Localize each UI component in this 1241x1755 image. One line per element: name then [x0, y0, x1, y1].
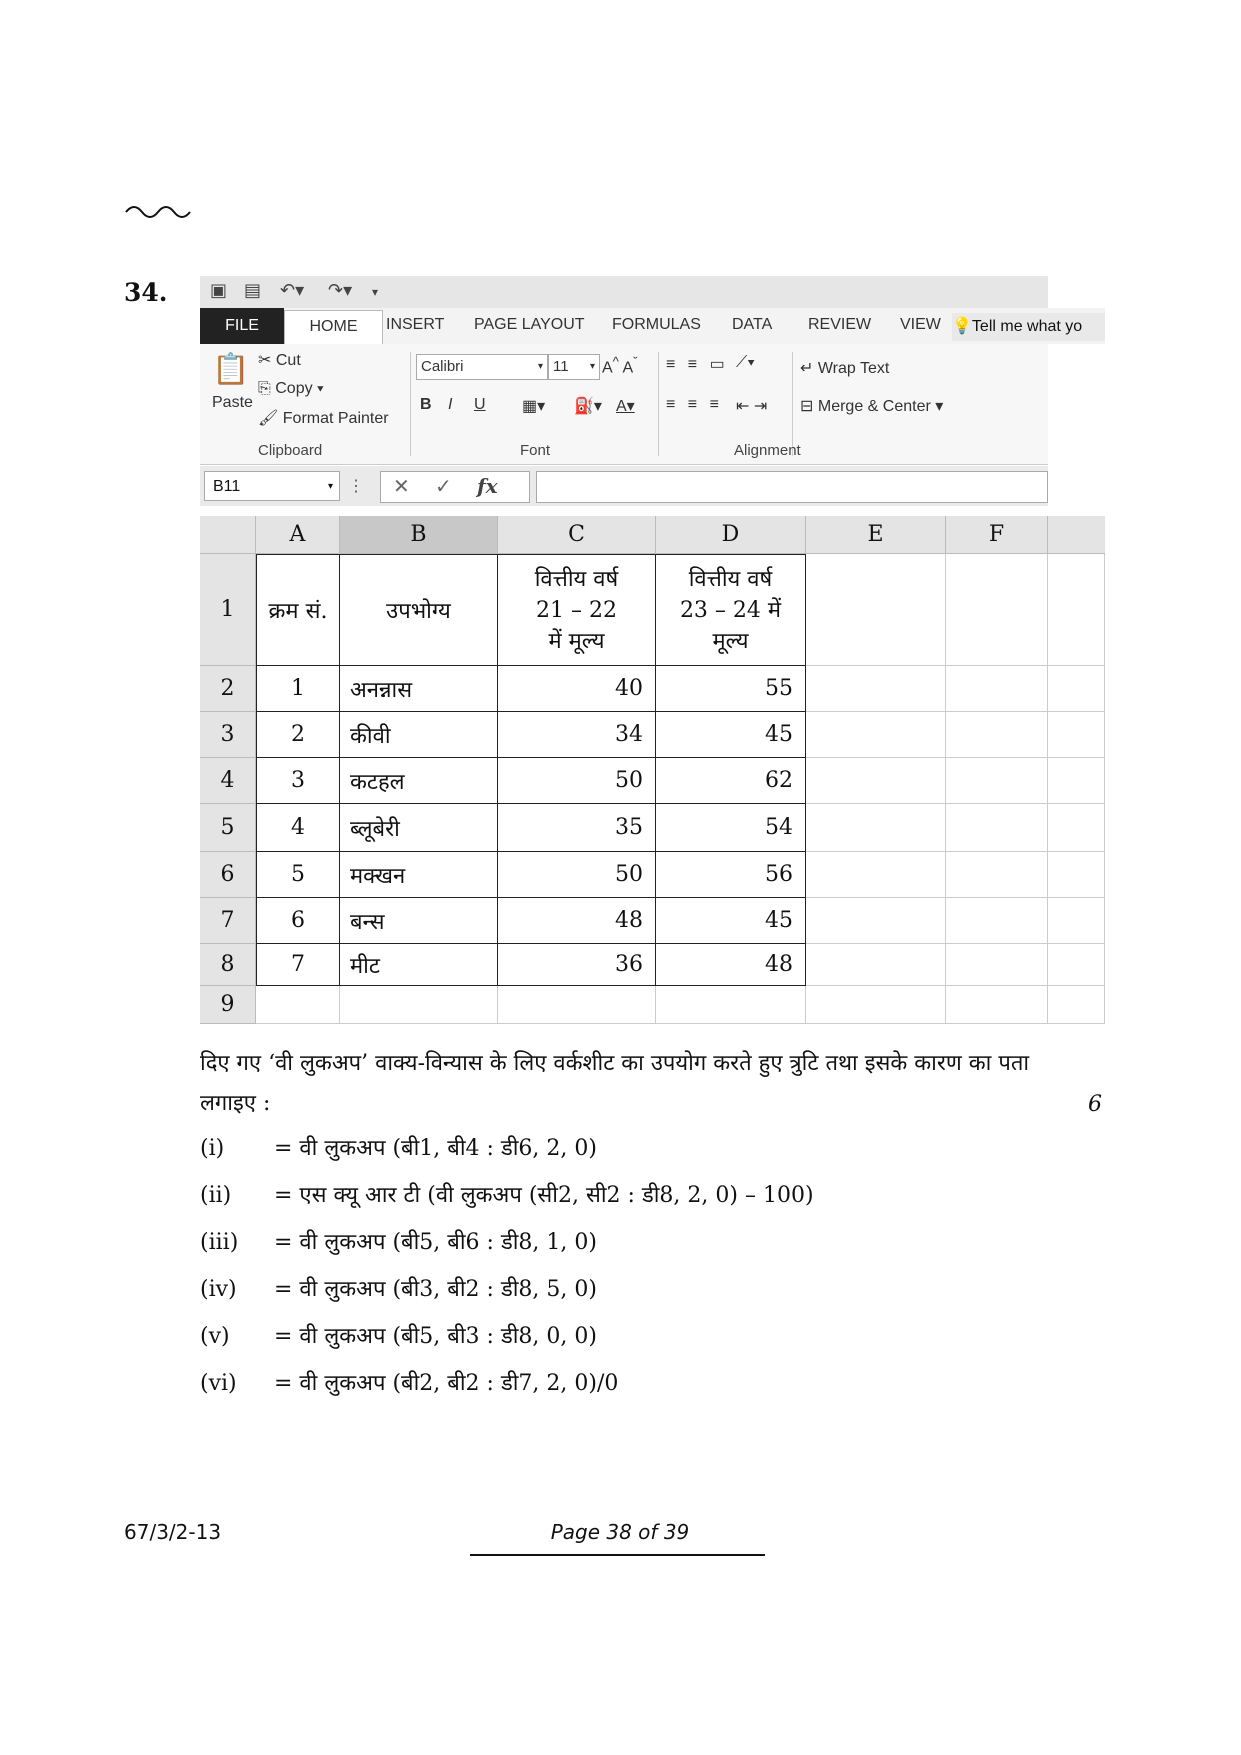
tab-formulas[interactable]: FORMULAS — [612, 316, 701, 333]
font-name-select[interactable]: Calibri ▾ — [416, 354, 548, 380]
cell[interactable]: ब्लूबेरी — [340, 804, 498, 852]
cell[interactable] — [1048, 712, 1105, 758]
cell[interactable] — [1048, 554, 1105, 666]
item-number: (i) — [200, 1136, 225, 1161]
font-group-label: Font — [520, 442, 551, 459]
item-number: (ii) — [200, 1183, 232, 1208]
cell[interactable]: अनन्नास — [340, 666, 498, 712]
cell[interactable] — [946, 852, 1048, 898]
cell[interactable]: 5 — [256, 852, 340, 898]
formula-item — [200, 1226, 597, 1256]
formula-buttons — [380, 471, 530, 503]
orientation-icon[interactable]: ⟋▾ — [736, 354, 756, 371]
paste-icon[interactable]: 📋 — [212, 353, 250, 386]
cell[interactable] — [806, 898, 946, 944]
merge-center-button[interactable]: ⊟ Merge & Center ▾ — [800, 398, 944, 415]
formula-bar: B11 ▾ ⋮ ✕ ✓ fx — [200, 466, 1048, 506]
cell[interactable]: 36 — [498, 944, 656, 986]
cell[interactable]: 56 — [656, 852, 806, 898]
cancel-icon[interactable]: ✕ — [393, 474, 410, 498]
cell[interactable]: 45 — [656, 712, 806, 758]
cell[interactable]: 4 — [256, 804, 340, 852]
row-header[interactable]: 2 — [200, 666, 256, 712]
cell[interactable] — [946, 898, 1048, 944]
column-header[interactable]: D — [656, 516, 806, 554]
tab-page-layout[interactable]: PAGE LAYOUT — [474, 316, 585, 333]
item-formula: = वी लुकअप (बी5, बी3 : डी8, 0, 0) — [274, 1324, 597, 1349]
item-number: (iv) — [200, 1277, 237, 1302]
column-header[interactable]: C — [498, 516, 656, 554]
cell[interactable]: मीट — [340, 944, 498, 986]
cell[interactable] — [1048, 944, 1105, 986]
copy-button[interactable]: ⎘ Copy ▾ — [258, 380, 324, 397]
cell[interactable]: 50 — [498, 852, 656, 898]
formula-input[interactable] — [536, 471, 1048, 503]
lightbulb-icon: 💡 — [952, 318, 972, 335]
column-header[interactable]: F — [946, 516, 1048, 554]
cell[interactable] — [946, 758, 1048, 804]
cell[interactable] — [340, 986, 498, 1024]
item-formula: = एस क्यू आर टी (वी लुकअप (सी2, सी2 : डी8, 2, 0) – 100) — [274, 1183, 814, 1208]
italic-button[interactable]: I — [448, 396, 453, 413]
cell[interactable] — [1048, 898, 1105, 944]
cell[interactable] — [656, 986, 806, 1024]
cell[interactable] — [946, 804, 1048, 852]
font-grow-icon[interactable]: A^ $A^ˇ$ — [602, 354, 638, 377]
fill-color-icon[interactable]: ⛽▾ — [574, 398, 602, 415]
format-painter-button[interactable]: 🖌 Format Painter — [258, 410, 389, 427]
cell[interactable] — [498, 554, 656, 666]
alignment-group-label: Alignment — [734, 442, 801, 459]
question-number: 34. — [124, 278, 168, 307]
copy-icon: ⎘ — [258, 380, 276, 397]
cell[interactable] — [1048, 804, 1105, 852]
cell[interactable]: कटहल — [340, 758, 498, 804]
cell[interactable] — [806, 666, 946, 712]
item-formula: = वी लुकअप (बी3, बी2 : डी8, 5, 0) — [274, 1277, 597, 1302]
tab-file[interactable]: FILE — [200, 308, 284, 344]
cell[interactable]: 6 — [256, 898, 340, 944]
cell[interactable]: बन्स — [340, 898, 498, 944]
cell[interactable] — [806, 758, 946, 804]
save-icon[interactable]: ▤ — [244, 280, 262, 301]
header-line: मूल्य — [712, 628, 749, 654]
cell[interactable]: 55 — [656, 666, 806, 712]
row-header[interactable]: 4 — [200, 758, 256, 804]
formula-item — [200, 1367, 618, 1397]
borders-icon[interactable]: ▦▾ — [522, 398, 546, 415]
cell[interactable]: 34 — [498, 712, 656, 758]
header-line: वित्तीय वर्ष — [534, 566, 619, 592]
item-formula: = वी लुकअप (बी5, बी6 : डी8, 1, 0) — [274, 1230, 597, 1255]
row-header[interactable]: 9 — [200, 986, 256, 1024]
cell[interactable]: 35 — [498, 804, 656, 852]
tab-home[interactable]: HOME — [284, 310, 383, 345]
item-formula: = वी लुकअप (बी2, बी2 : डी7, 2, 0)/0 — [274, 1371, 619, 1396]
undo-icon[interactable]: ↶▾ — [280, 280, 305, 301]
row-header[interactable]: 5 — [200, 804, 256, 852]
formula-item — [200, 1132, 597, 1162]
cell[interactable] — [1048, 852, 1105, 898]
column-header[interactable]: A — [256, 516, 340, 554]
cell[interactable]: 62 — [656, 758, 806, 804]
wrap-text-button[interactable]: ↵ Wrap Text — [800, 360, 890, 377]
cell[interactable] — [806, 712, 946, 758]
ribbon-tabs — [200, 308, 1105, 344]
cell[interactable] — [946, 986, 1048, 1024]
cell[interactable] — [806, 804, 946, 852]
merge-icon: ⊟ — [800, 398, 818, 415]
excel-logo-icon: ▣ — [210, 280, 228, 301]
select-all-corner[interactable] — [200, 516, 256, 554]
row-header[interactable]: 8 — [200, 944, 256, 986]
cell[interactable]: 45 — [656, 898, 806, 944]
formula-item — [200, 1320, 597, 1350]
cell[interactable] — [806, 852, 946, 898]
cell[interactable] — [946, 554, 1048, 666]
cell[interactable]: 3 — [256, 758, 340, 804]
instruction-text: दिए गए ‘वी लुकअप’ वाक्य-विन्यास के लिए वर्कशीट का उपयोग करते हुए त्रुटि तथा इसके कारण का पता लगाइए : — [200, 1051, 1030, 1116]
indent-icons[interactable]: ⇤ ⇥ — [736, 398, 768, 415]
column-header[interactable]: B — [340, 516, 498, 554]
tab-view[interactable]: VIEW — [900, 316, 941, 333]
cell[interactable]: मक्खन — [340, 852, 498, 898]
enter-icon[interactable]: ✓ — [435, 474, 452, 498]
header-line: वित्तीय वर्ष — [688, 566, 773, 592]
cell[interactable] — [1048, 986, 1105, 1024]
scissors-icon: ✂ — [258, 352, 276, 369]
page-number: Page 38 of 39 — [550, 1520, 690, 1544]
tab-data[interactable]: DATA — [732, 316, 773, 333]
cell[interactable] — [256, 986, 340, 1024]
marks: 6 — [1088, 1092, 1102, 1117]
item-number: (v) — [200, 1324, 230, 1349]
cell[interactable] — [806, 986, 946, 1024]
underline-button[interactable]: U — [474, 396, 486, 413]
cell[interactable] — [946, 712, 1048, 758]
cell[interactable]: कीवी — [340, 712, 498, 758]
bold-button[interactable]: B — [420, 396, 432, 413]
tab-insert[interactable]: INSERT — [386, 316, 445, 333]
item-number: (iii) — [200, 1230, 239, 1255]
cell[interactable]: 1 — [256, 666, 340, 712]
formula-item — [200, 1273, 597, 1303]
insert-function-icon[interactable]: fx — [477, 474, 498, 498]
cell[interactable] — [498, 986, 656, 1024]
tab-review[interactable]: REVIEW — [808, 316, 872, 333]
header-line: में मूल्य — [548, 628, 605, 654]
cell[interactable]: 48 — [656, 944, 806, 986]
item-number: (vi) — [200, 1371, 237, 1396]
cell[interactable] — [946, 944, 1048, 986]
column-header[interactable]: E — [806, 516, 946, 554]
name-box[interactable]: B11 ▾ — [204, 471, 340, 501]
cell[interactable] — [656, 554, 806, 666]
item-formula: = वी लुकअप (बी1, बी4 : डी6, 2, 0) — [274, 1136, 597, 1161]
horizontal-align-icons[interactable]: ≡ ≡ ≡ — [666, 396, 723, 413]
footer-underline — [470, 1554, 765, 1556]
cell[interactable]: 2 — [256, 712, 340, 758]
clipboard-group-label: Clipboard — [258, 442, 323, 459]
brush-icon: 🖌 — [258, 410, 283, 427]
cell[interactable]: 54 — [656, 804, 806, 852]
ribbon-home — [200, 344, 1048, 465]
header-line: 21 – 22 — [536, 597, 617, 623]
cell[interactable]: क्रम सं. — [256, 554, 340, 666]
row-header[interactable]: 3 — [200, 712, 256, 758]
header-line: 23 – 24 में — [679, 597, 782, 623]
row-header[interactable]: 1 — [200, 554, 256, 666]
cell[interactable]: 7 — [256, 944, 340, 986]
paste-button[interactable]: Paste — [212, 394, 253, 411]
cell[interactable] — [806, 944, 946, 986]
cell[interactable]: 48 — [498, 898, 656, 944]
quick-access-toolbar — [200, 276, 1048, 308]
cell[interactable]: 40 — [498, 666, 656, 712]
cell[interactable] — [1048, 666, 1105, 712]
cell[interactable] — [806, 554, 946, 666]
cell[interactable] — [1048, 758, 1105, 804]
cell[interactable] — [946, 666, 1048, 712]
column-header-extra — [1048, 516, 1105, 554]
vertical-align-icons[interactable]: ≡ ≡ ▭ — [666, 356, 729, 373]
cut-button[interactable]: ✂ Cut — [258, 352, 301, 369]
row-header[interactable]: 7 — [200, 898, 256, 944]
cell[interactable]: उपभोग्य — [340, 554, 498, 666]
wrap-icon: ↵ — [800, 360, 818, 377]
font-color-icon[interactable]: A▾ — [616, 398, 635, 415]
tell-me-box[interactable]: 💡Tell me what yo — [952, 313, 1105, 341]
font-size-select[interactable]: 11 ▾ — [548, 354, 600, 380]
wave-mark — [124, 200, 194, 220]
paper-code: 67/3/2-13 — [124, 1520, 222, 1544]
customize-icon[interactable]: ▾ — [372, 285, 379, 299]
excel-screenshot — [200, 276, 1105, 1028]
row-header[interactable]: 6 — [200, 852, 256, 898]
formula-item — [200, 1179, 814, 1209]
redo-icon[interactable]: ↷▾ — [328, 280, 353, 301]
cell[interactable]: 50 — [498, 758, 656, 804]
